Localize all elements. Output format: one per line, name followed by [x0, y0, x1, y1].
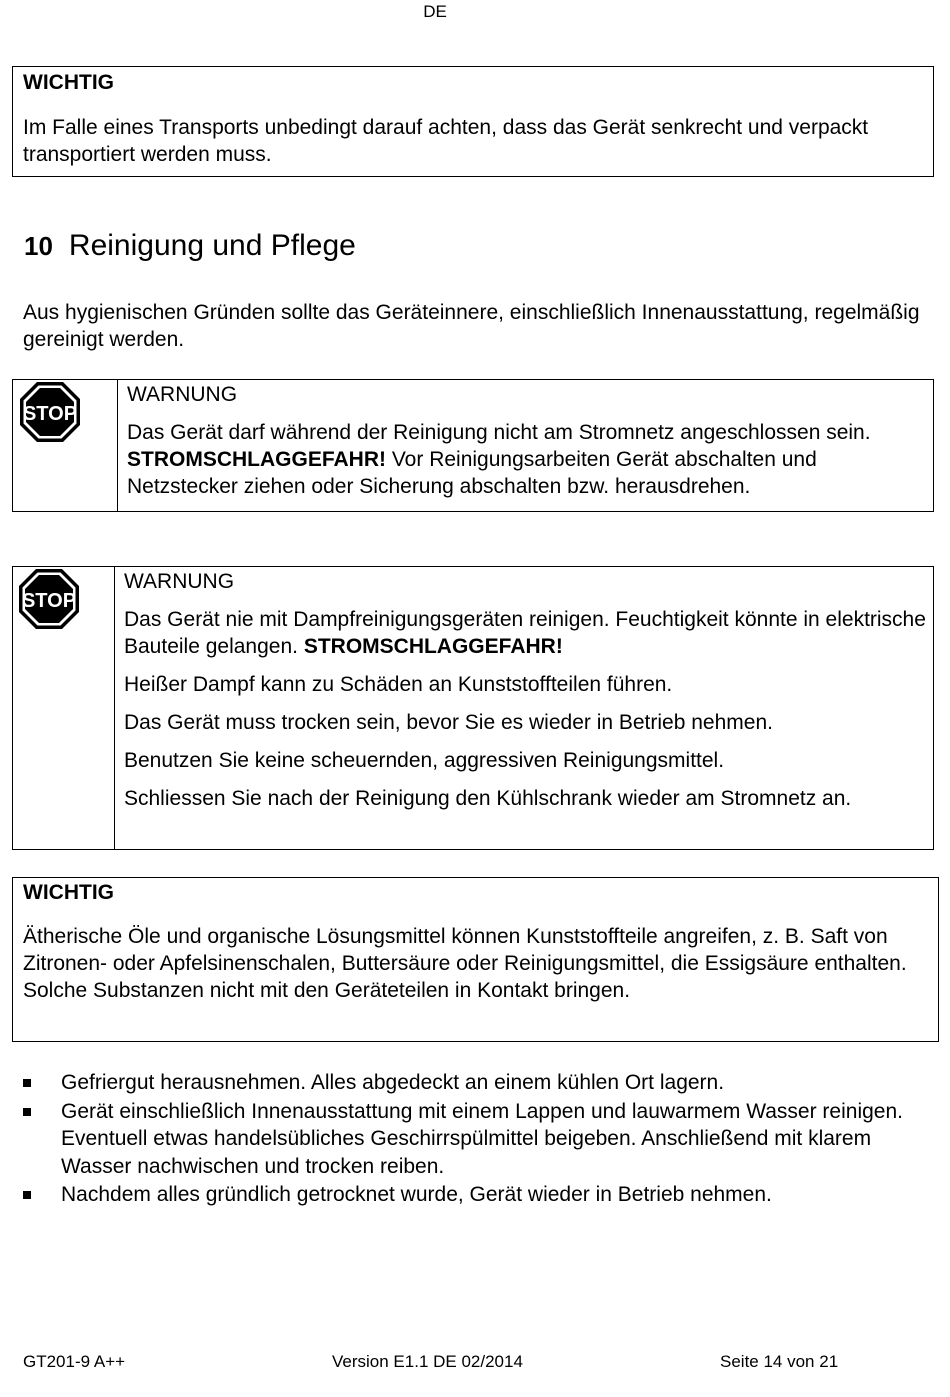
list-item: [23, 1098, 923, 1181]
list-item-text: Gerät einschließlich Innenausstattung mit einem Lappen und lauwarmem Wasser reinigen. Eventuell etwas handelsübliches Geschirrspülmittel beigeben. Anschließend mit klarem Wasser nachwischen und trocken reiben.: [61, 1099, 903, 1178]
warning-icon-cell: [13, 380, 118, 511]
stop-sign-icon: [17, 567, 81, 631]
footer-version: Version E1.1 DE 02/2014: [332, 1352, 523, 1371]
list-item-text: Nachdem alles gründlich getrocknet wurde, Gerät wieder in Betrieb nehmen.: [61, 1183, 772, 1206]
stop-sign-label: STOP: [22, 403, 78, 425]
warning-emphasis: STROMSCHLAGGEFAHR!: [303, 635, 563, 658]
warning-content: [118, 380, 927, 511]
warning-paragraph: Heißer Dampf kann zu Schäden an Kunststoffteilen führen.: [124, 673, 673, 696]
list-item: [23, 1069, 923, 1097]
important-notice-solvents: [12, 877, 939, 1042]
page-language-label: DE: [423, 2, 447, 21]
warning-paragraph: [124, 606, 929, 660]
list-item: [23, 1181, 923, 1209]
warning-paragraph: Schliessen Sie nach der Reinigung den Kühlschrank wieder am Stromnetz an.: [124, 787, 852, 810]
bullet-icon: [23, 1079, 31, 1087]
notice-text: Ätherische Öle und organische Lösungsmittel können Kunststoffteile angreifen, z. B. Saft von Zitronen- oder Apfelsinenschalen, Buttersäure oder Reinigungsmittel, die Essigsäure enthalten. Solche Substanzen nicht mit den Geräteteilen in Kontakt bringen.: [23, 925, 907, 1002]
warning-box-power: [12, 379, 934, 512]
warning-icon-cell: [13, 567, 115, 849]
warning-box-steam: [12, 566, 934, 850]
section-heading: [24, 229, 356, 263]
warning-title: WARNUNG: [127, 383, 238, 406]
warning-content: [115, 567, 929, 849]
bullet-icon: [23, 1191, 31, 1199]
footer-model: GT201-9 A++: [23, 1352, 126, 1371]
warning-text-part: Das Gerät darf während der Reinigung nicht am Stromnetz angeschlossen sein.: [127, 421, 871, 444]
warning-paragraph: Benutzen Sie keine scheuernden, aggressiven Reinigungsmittel.: [124, 749, 725, 772]
stop-sign-label: STOP: [21, 590, 77, 612]
cleaning-steps-list: [23, 1069, 923, 1210]
section-intro: Aus hygienischen Gründen sollte das Geräteinnere, einschließlich Innenausstattung, regelmäßig gereinigt werden.: [23, 301, 920, 351]
section-title: Reinigung und Pflege: [68, 229, 356, 262]
footer-page-number: Seite 14 von 21: [720, 1352, 839, 1371]
warning-text-part: Das Gerät nie mit Dampfreinigungsgeräten reinigen. Feuchtigkeit könnte in elektrische Bauteile gelangen.: [124, 608, 926, 658]
section-number: 10: [24, 231, 53, 261]
warning-title: WARNUNG: [124, 570, 235, 593]
notice-title: WICHTIG: [23, 881, 114, 904]
important-notice-transport: [12, 66, 934, 177]
list-item-text: Gefriergut herausnehmen. Alles abgedeckt an einem kühlen Ort lagern.: [61, 1071, 725, 1094]
bullet-icon: [23, 1108, 31, 1116]
warning-text-part: Vor Reinigungsarbeiten Gerät abschalten und Netzstecker ziehen oder Sicherung abschalten bzw. herausdrehen.: [127, 448, 817, 498]
warning-paragraph: Das Gerät muss trocken sein, bevor Sie es wieder in Betrieb nehmen.: [124, 711, 773, 734]
stop-sign-icon: [18, 380, 82, 444]
notice-text: Im Falle eines Transports unbedingt darauf achten, dass das Gerät senkrecht und verpackt transportiert werden muss.: [23, 116, 869, 166]
notice-title: WICHTIG: [23, 71, 114, 94]
warning-text: [127, 419, 927, 500]
warning-emphasis: STROMSCHLAGGEFAHR!: [127, 448, 386, 471]
